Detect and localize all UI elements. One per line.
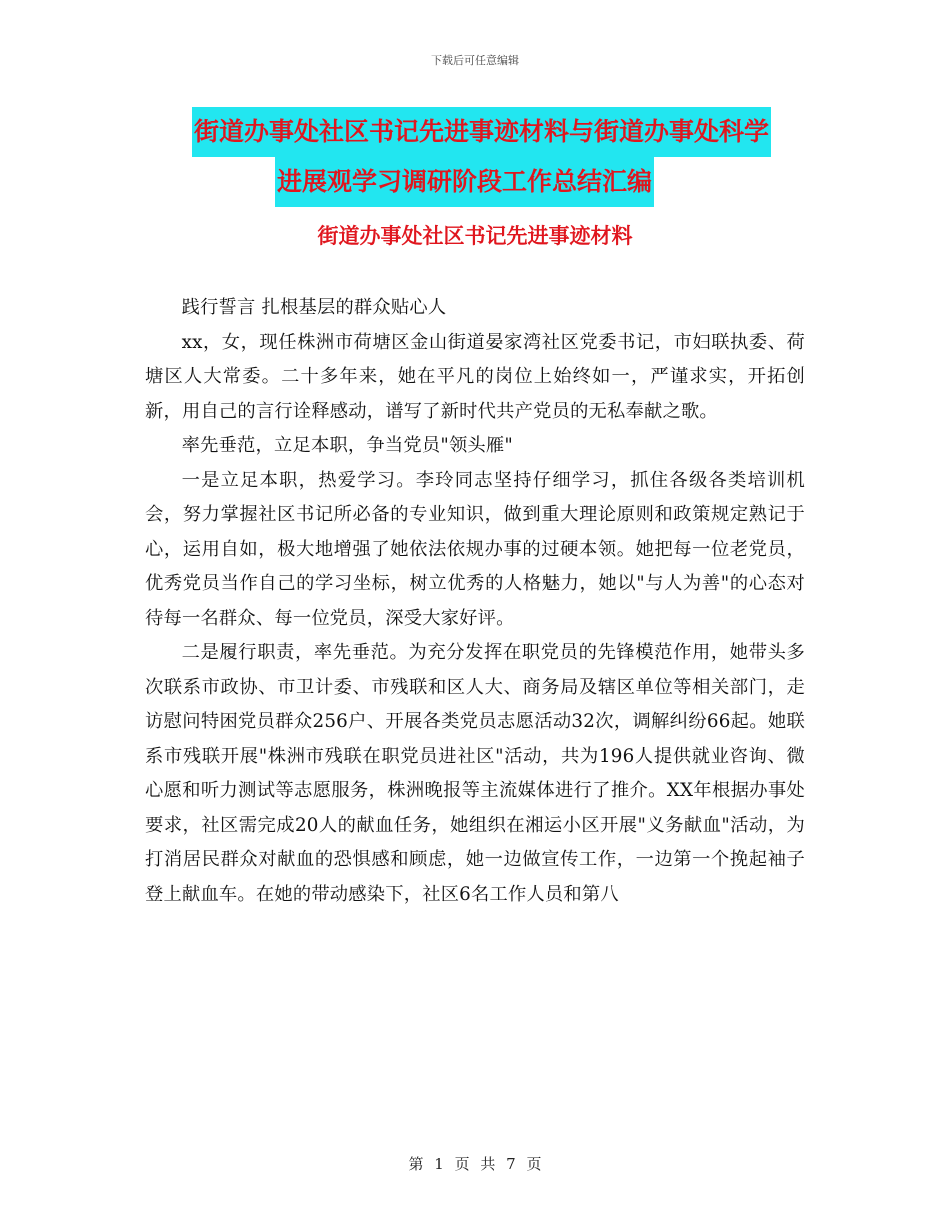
paragraph-point-1: 一是立足本职，热爱学习。李玲同志坚持仔细学习，抓住各级各类培训机会，努力掌握社区书记所必备的专业知识，做到重大理论原则和政策规定熟记于心，运用自如，极大地增强了她依法依规办事的过硬本领。她把每一位老党员，优秀党员当作自己的学习坐标，树立优秀的人格魅力，她以"与人为善"的心态对待每一名群众、每一位党员，深受大家好评。 bbox=[145, 469, 805, 629]
document-title bbox=[192, 107, 832, 207]
paragraph-point-2: 二是履行职责，率先垂范。为充分发挥在职党员的先锋模范作用，她带头多次联系市政协、市卫计委、市残联和区人大、商务局及辖区单位等相关部门，走访慰问特困党员群众256户、开展各类党员志愿活动32次，调解纠纷66起。她联系市残联开展"株洲市残联在职党员进社区"活动，共为196人提供就业咨询、微心愿和听力测试等志愿服务，株洲晚报等主流媒体进行了推介。XX年根据办事处要求，社区需完成20人的献血任务，她组织在湘运小区开展"义务献血"活动，为打消居民群众对献血的恐惧感和顾虑，她一边做宣传工作，一边第一个挽起袖子登上献血车。在她的带动感染下，社区6名工作人员和第八 bbox=[145, 642, 805, 905]
paragraph-heading: 率先垂范，立足本职，争当党员"领头雁" bbox=[181, 435, 513, 456]
page-number-footer: 第 1 页 共 7 页 bbox=[408, 1155, 542, 1173]
paragraph-subtitle: 践行誓言 扎根基层的群众贴心人 bbox=[181, 297, 447, 318]
document-title-line-1: 街道办事处社区书记先进事迹材料与街道办事处科学 bbox=[192, 107, 771, 157]
page-header-note: 下载后可任意编辑 bbox=[431, 54, 519, 67]
document-body bbox=[145, 291, 805, 912]
document-title-line-2: 进展观学习调研阶段工作总结汇编 bbox=[275, 157, 654, 207]
section-title: 街道办事处社区书记先进事迹材料 bbox=[317, 224, 633, 248]
paragraph-intro: xx，女，现任株洲市荷塘区金山街道晏家湾社区党委书记，市妇联执委、荷塘区人大常委。二十多年来，她在平凡的岗位上始终如一，严谨求实，开拓创新，用自己的言行诠释感动，谱写了新时代共产党员的无私奉献之歌。 bbox=[145, 331, 805, 422]
